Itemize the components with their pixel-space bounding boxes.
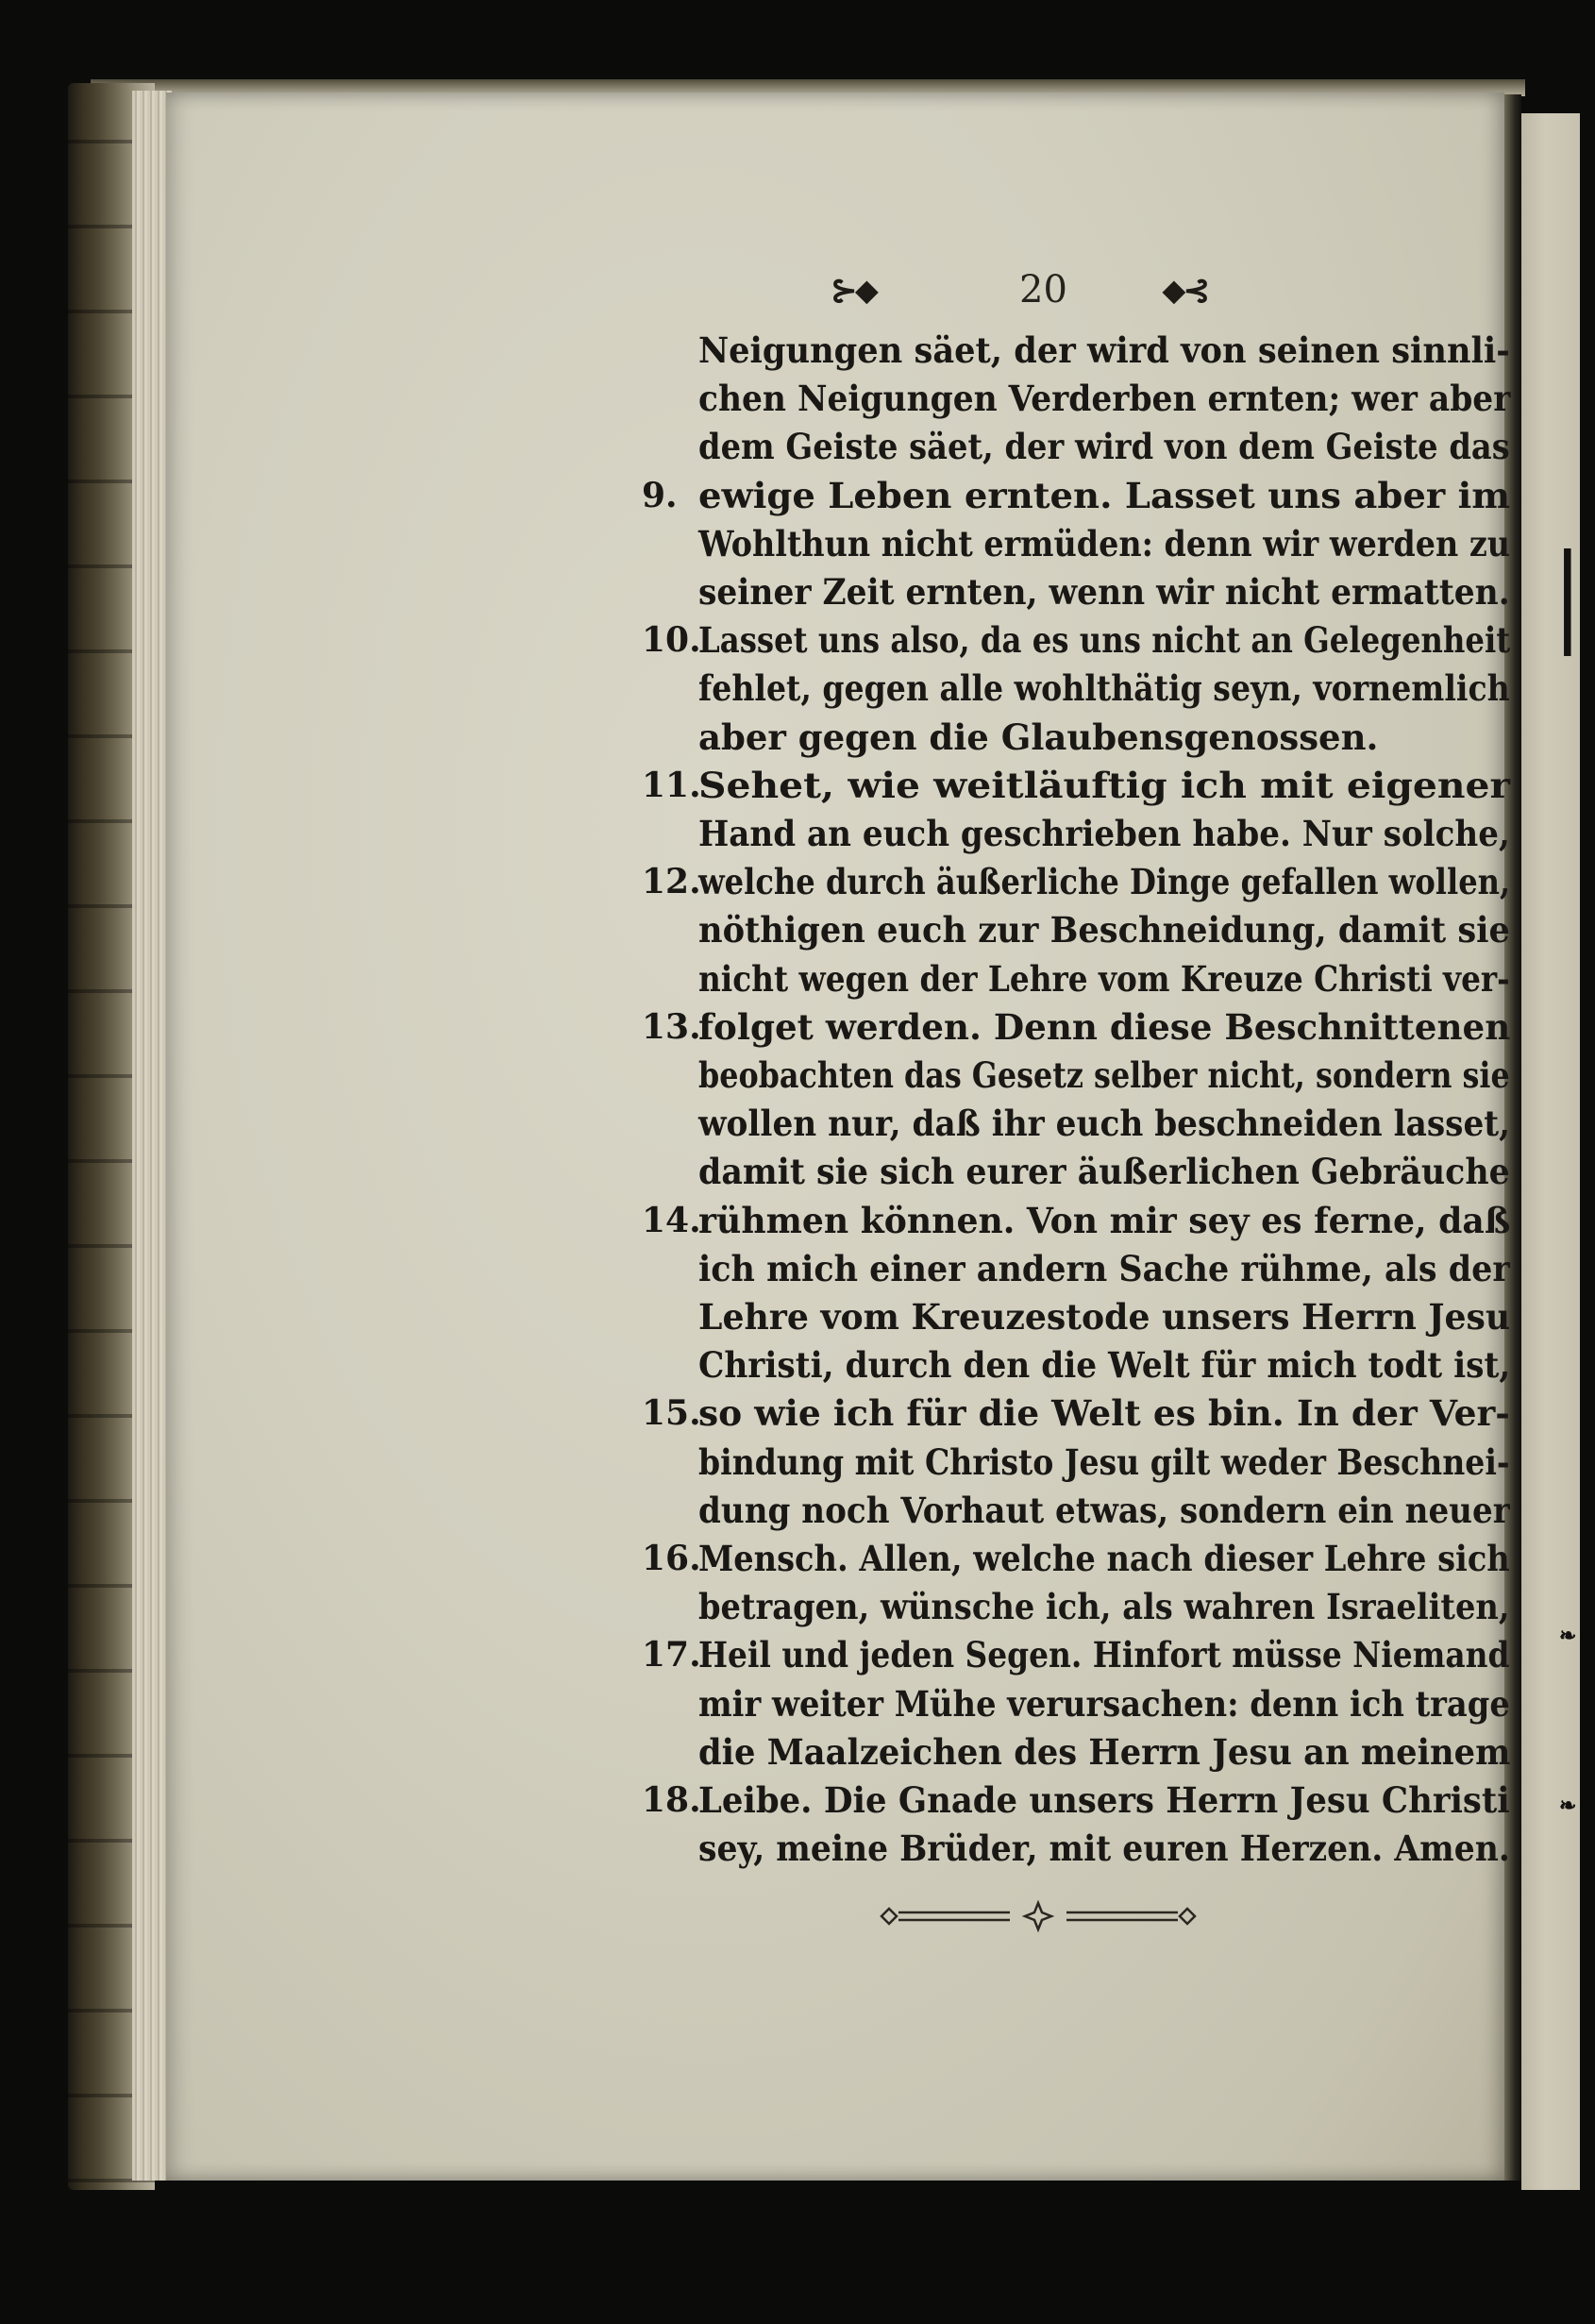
header-ornament-left: ⊱⬥: [831, 272, 877, 310]
text-line: ich mich einer andern Sache rühme, als der: [698, 1248, 1510, 1289]
facing-page-edge: │ ❧ ❧: [1521, 113, 1580, 2190]
text-line: die Maalzeichen des Herrn Jesu an meinem: [698, 1731, 1511, 1773]
text-line: damit sie sich eurer äußerlichen Gebräuche: [698, 1151, 1510, 1192]
verse-number: 12.: [642, 862, 701, 901]
text-line: sey, meine Brüder, mit euren Herzen. Amen.: [698, 1827, 1510, 1869]
text-line: Wohlthun nicht ermüden: denn wir werden zu: [698, 523, 1511, 564]
text-line: Hand an euch geschrieben habe. Nur solche,: [698, 813, 1510, 854]
text-line: so wie ich für die Welt es bin. In der Ver-: [698, 1392, 1510, 1434]
text-line: welche durch äußerliche Dinge gefallen wollen,: [698, 861, 1511, 902]
page-number: 20: [1019, 268, 1067, 312]
text-line: Lasset uns also, da es uns nicht an Gelegenheit: [698, 619, 1511, 661]
text-line: dem Geiste säet, der wird von dem Geiste das: [698, 426, 1510, 467]
verse-number: 15.: [642, 1393, 701, 1433]
verse-number: 9.: [642, 476, 678, 515]
text-line: mir weiter Mühe verursachen: denn ich trage: [698, 1683, 1510, 1725]
header-ornament-right: ⬥⊰: [1163, 272, 1209, 310]
text-line: Neigungen säet, der wird von seinen sinnli-: [698, 329, 1510, 371]
text-line: folget werden. Denn diese Beschnittenen: [698, 1006, 1511, 1048]
text-line: seiner Zeit ernten, wenn wir nicht ermatten.: [698, 571, 1510, 613]
text-line: nicht wegen der Lehre vom Kreuze Christi ver-: [698, 958, 1510, 1000]
text-line: Christi, durch den die Welt für mich todt ist,: [698, 1344, 1511, 1386]
verse-number: 17.: [642, 1635, 701, 1675]
text-line: rühmen können. Von mir sey es ferne, daß: [698, 1200, 1511, 1241]
text-line: wollen nur, daß ihr euch beschneiden lasset,: [698, 1103, 1511, 1144]
verse-number: 10.: [642, 620, 701, 660]
text-line: bindung mit Christo Jesu gilt weder Beschnei-: [698, 1441, 1510, 1483]
verse-number: 18.: [642, 1780, 701, 1820]
text-line: dung noch Vorhaut etwas, sondern ein neuer: [698, 1490, 1510, 1531]
text-line: aber gegen die Glaubensgenossen.: [698, 716, 1379, 758]
verse-number: 13.: [642, 1007, 701, 1047]
text-line: Lehre vom Kreuzestode unsers Herrn Jesu: [698, 1296, 1511, 1338]
text-line: fehlet, gegen alle wohlthätig seyn, vornemlich: [698, 667, 1510, 709]
text-line: chen Neigungen Verderben ernten; wer aber: [698, 378, 1511, 419]
text-line: Mensch. Allen, welche nach dieser Lehre sich: [698, 1538, 1510, 1579]
verse-number: 16.: [642, 1539, 701, 1578]
text-line: ewige Leben ernten. Lasset uns aber im: [698, 475, 1511, 516]
text-line: betragen, wünsche ich, als wahren Israeliten,: [698, 1586, 1510, 1627]
verse-number: 11.: [642, 766, 701, 805]
text-line: beobachten das Gesetz selber nicht, sondern sie: [698, 1054, 1510, 1096]
verse-number: 14.: [642, 1201, 701, 1240]
text-line: Heil und jeden Segen. Hinfort müsse Niemand: [698, 1634, 1510, 1676]
running-header: [831, 266, 1265, 313]
text-line: Sehet, wie weitläuftig ich mit eigener: [698, 765, 1510, 806]
closing-divider-ornament: [878, 1897, 1199, 1935]
text-line: nöthigen euch zur Beschneidung, damit sie: [698, 909, 1510, 951]
text-line: Leibe. Die Gnade unsers Herrn Jesu Christi: [698, 1779, 1510, 1821]
